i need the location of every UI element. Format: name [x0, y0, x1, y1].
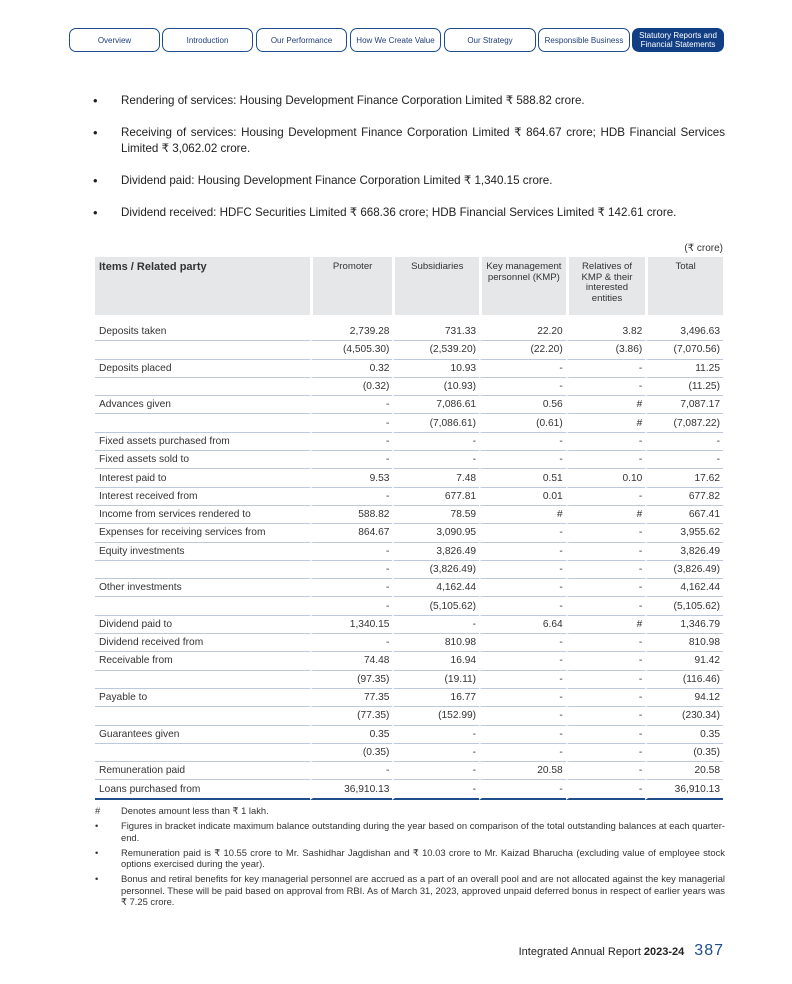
cell-total: (5,105.62) [645, 597, 723, 615]
cell-relatives: - [566, 652, 646, 670]
cell-relatives: - [566, 524, 646, 542]
cell-subsidiaries: (19.11) [392, 671, 479, 689]
footnote [95, 820, 725, 843]
footer-report-year: 2023-24 [643, 946, 685, 958]
table-row [95, 323, 723, 341]
cell-label: Dividend paid to [95, 616, 310, 634]
cell-label: Expenses for receiving services from [95, 524, 310, 542]
cell-promoter: (0.32) [310, 378, 393, 396]
cell-kmp: (22.20) [479, 341, 566, 359]
cell-promoter: - [310, 634, 393, 652]
cell-relatives: - [566, 451, 646, 469]
footnote [95, 873, 725, 907]
cell-kmp: - [479, 579, 566, 597]
cell-kmp: # [479, 506, 566, 524]
table-row [95, 378, 723, 396]
cell-relatives: - [566, 762, 646, 780]
cell-relatives: 3.82 [566, 323, 646, 341]
cell-label [95, 341, 310, 359]
tab-how-we-create-value[interactable]: How We Create Value [350, 28, 441, 52]
cell-promoter: - [310, 396, 393, 414]
cell-relatives: - [566, 744, 646, 762]
footnote-text: Denotes amount less than ₹ 1 lakh. [121, 805, 269, 816]
cell-label: Equity investments [95, 543, 310, 561]
cell-subsidiaries: 16.77 [392, 689, 479, 707]
tab-our-performance[interactable]: Our Performance [256, 28, 347, 52]
cell-relatives: - [566, 707, 646, 725]
table-row [95, 414, 723, 432]
cell-total: 3,826.49 [645, 543, 723, 561]
cell-subsidiaries: 16.94 [392, 652, 479, 670]
tab-responsible-business[interactable]: Responsible Business [538, 28, 630, 52]
table-row [95, 780, 723, 799]
cell-relatives: - [566, 488, 646, 506]
cell-kmp: - [479, 671, 566, 689]
cell-label [95, 597, 310, 615]
tab-overview[interactable]: Overview [69, 28, 160, 52]
cell-total: 1,346.79 [645, 616, 723, 634]
cell-kmp: - [479, 524, 566, 542]
cell-total: 810.98 [645, 634, 723, 652]
related-party-bullets [93, 93, 725, 237]
table-row [95, 506, 723, 524]
cell-subsidiaries: 3,826.49 [392, 543, 479, 561]
cell-subsidiaries: (5,105.62) [392, 597, 479, 615]
cell-kmp: 0.56 [479, 396, 566, 414]
cell-subsidiaries: - [392, 762, 479, 780]
cell-kmp: (0.61) [479, 414, 566, 432]
cell-total: 0.35 [645, 726, 723, 744]
cell-relatives: - [566, 378, 646, 396]
cell-promoter: (97.35) [310, 671, 393, 689]
cell-relatives: (3.86) [566, 341, 646, 359]
cell-subsidiaries: 78.59 [392, 506, 479, 524]
table-row [95, 726, 723, 744]
cell-relatives: - [566, 780, 646, 799]
footnote-mark: • [95, 820, 99, 832]
cell-relatives: 0.10 [566, 469, 646, 487]
header-kmp: Key management personnel (KMP) [479, 257, 566, 315]
cell-promoter: 0.32 [310, 360, 393, 378]
cell-kmp: 20.58 [479, 762, 566, 780]
table-row [95, 543, 723, 561]
tab-our-strategy[interactable]: Our Strategy [444, 28, 536, 52]
cell-label: Payable to [95, 689, 310, 707]
cell-promoter: 1,340.15 [310, 616, 393, 634]
cell-promoter: (0.35) [310, 744, 393, 762]
cell-relatives: - [566, 543, 646, 561]
cell-subsidiaries: (7,086.61) [392, 414, 479, 432]
cell-promoter: - [310, 451, 393, 469]
cell-subsidiaries: - [392, 616, 479, 634]
footnote-mark: • [95, 873, 99, 885]
cell-kmp: 0.51 [479, 469, 566, 487]
cell-total: (3,826.49) [645, 561, 723, 579]
cell-subsidiaries: 7.48 [392, 469, 479, 487]
cell-promoter: - [310, 414, 393, 432]
cell-relatives: # [566, 506, 646, 524]
bullet-receiving-services: • Receiving of services: Housing Development Finance Corporation Limited ₹ 864.67 crore; HDB Financial Services Limited ₹ 3,062.02 crore. [93, 125, 725, 157]
table-row [95, 744, 723, 762]
cell-total: 91.42 [645, 652, 723, 670]
cell-kmp: - [479, 652, 566, 670]
cell-promoter: (77.35) [310, 707, 393, 725]
cell-promoter: 864.67 [310, 524, 393, 542]
cell-relatives: - [566, 433, 646, 451]
cell-total: (7,087.22) [645, 414, 723, 432]
bullet-dividend-paid: • Dividend paid: Housing Development Finance Corporation Limited ₹ 1,340.15 crore. [93, 173, 725, 189]
cell-relatives: - [566, 561, 646, 579]
cell-total: (116.46) [645, 671, 723, 689]
cell-kmp: - [479, 689, 566, 707]
footnote-mark: # [95, 805, 101, 816]
cell-subsidiaries: - [392, 451, 479, 469]
cell-promoter: (4,505.30) [310, 341, 393, 359]
cell-total: 4,162.44 [645, 579, 723, 597]
table-row [95, 561, 723, 579]
table-row [95, 762, 723, 780]
cell-kmp: - [479, 360, 566, 378]
cell-promoter: - [310, 433, 393, 451]
cell-subsidiaries: 810.98 [392, 634, 479, 652]
cell-label [95, 744, 310, 762]
cell-total: 7,087.17 [645, 396, 723, 414]
cell-subsidiaries: (10.93) [392, 378, 479, 396]
cell-kmp: 22.20 [479, 323, 566, 341]
cell-total: 94.12 [645, 689, 723, 707]
cell-subsidiaries: - [392, 433, 479, 451]
cell-total: (11.25) [645, 378, 723, 396]
table-row [95, 634, 723, 652]
cell-subsidiaries: - [392, 780, 479, 799]
table-row [95, 433, 723, 451]
cell-kmp: - [479, 780, 566, 799]
cell-label [95, 561, 310, 579]
table-spacer [95, 315, 723, 323]
cell-relatives: - [566, 671, 646, 689]
table-row [95, 689, 723, 707]
table-row [95, 652, 723, 670]
section-nav [69, 28, 724, 52]
cell-label [95, 707, 310, 725]
cell-label: Receivable from [95, 652, 310, 670]
cell-promoter: - [310, 579, 393, 597]
cell-relatives: - [566, 597, 646, 615]
cell-label [95, 378, 310, 396]
table-row [95, 469, 723, 487]
table-row [95, 597, 723, 615]
cell-promoter: 0.35 [310, 726, 393, 744]
cell-relatives: # [566, 396, 646, 414]
cell-subsidiaries: 7,086.61 [392, 396, 479, 414]
cell-relatives: - [566, 579, 646, 597]
cell-relatives: - [566, 634, 646, 652]
related-party-table [95, 257, 723, 800]
cell-subsidiaries: 4,162.44 [392, 579, 479, 597]
cell-kmp: - [479, 707, 566, 725]
cell-total: - [645, 451, 723, 469]
cell-label: Guarantees given [95, 726, 310, 744]
table-row [95, 524, 723, 542]
cell-total: (7,070.56) [645, 341, 723, 359]
footnote-mark: • [95, 846, 99, 858]
cell-relatives: - [566, 689, 646, 707]
cell-kmp: - [479, 561, 566, 579]
tab-statutory-reports[interactable] [632, 28, 724, 52]
cell-relatives: - [566, 360, 646, 378]
table-row [95, 341, 723, 359]
cell-relatives: # [566, 616, 646, 634]
cell-label: Income from services rendered to [95, 506, 310, 524]
cell-label: Interest paid to [95, 469, 310, 487]
cell-total: 11.25 [645, 360, 723, 378]
cell-label: Advances given [95, 396, 310, 414]
footnote [95, 847, 725, 870]
cell-total: (230.34) [645, 707, 723, 725]
cell-promoter: 36,910.13 [310, 780, 393, 799]
tab-introduction[interactable]: Introduction [162, 28, 253, 52]
cell-relatives: - [566, 726, 646, 744]
footnotes [95, 805, 725, 911]
footnote [95, 805, 725, 816]
cell-promoter: 74.48 [310, 652, 393, 670]
cell-promoter: 2,739.28 [310, 323, 393, 341]
cell-subsidiaries: 731.33 [392, 323, 479, 341]
cell-kmp: - [479, 543, 566, 561]
footnote-text: Remuneration paid is ₹ 10.55 crore to Mr. Sashidhar Jagdishan and ₹ 10.03 crore to Mr. Kaizad Bharucha (excluding value of employee stock options exercised during the year). [121, 846, 725, 870]
page-number: 387 [694, 942, 724, 959]
header-total: Total [645, 257, 723, 315]
footnote-text: Bonus and retiral benefits for key managerial personnel are accrued as a part of an overall pool and are not allocated against the key managerial personnel. These will be paid based on approval from RBI. As of March 31, 2023, approved unpaid deferred bonus in respect of earlier years was ₹ 7.25 crore. [121, 873, 725, 908]
cell-subsidiaries: 10.93 [392, 360, 479, 378]
cell-label: Fixed assets sold to [95, 451, 310, 469]
cell-total: 3,955.62 [645, 524, 723, 542]
bullet-rendering-services: • Rendering of services: Housing Development Finance Corporation Limited ₹ 588.82 crore. [93, 93, 725, 109]
footnote-text: Figures in bracket indicate maximum balance outstanding during the year based on comparison of the total outstanding balances at each quarter-end. [121, 820, 725, 843]
cell-total: 3,496.63 [645, 323, 723, 341]
cell-label: Interest received from [95, 488, 310, 506]
header-subsidiaries: Subsidiaries [392, 257, 479, 315]
cell-subsidiaries: - [392, 744, 479, 762]
cell-label: Deposits placed [95, 360, 310, 378]
cell-label [95, 671, 310, 689]
bullet-dividend-received: • Dividend received: HDFC Securities Limited ₹ 668.36 crore; HDB Financial Services Limited ₹ 142.61 crore. [93, 205, 725, 221]
cell-promoter: - [310, 597, 393, 615]
cell-kmp: - [479, 634, 566, 652]
table-row [95, 451, 723, 469]
cell-total: 20.58 [645, 762, 723, 780]
cell-subsidiaries: 3,090.95 [392, 524, 479, 542]
table-row [95, 579, 723, 597]
cell-kmp: - [479, 433, 566, 451]
header-items: Items / Related party [95, 257, 310, 315]
cell-total: 17.62 [645, 469, 723, 487]
spacer-cell [95, 315, 723, 323]
table-row [95, 616, 723, 634]
cell-kmp: 6.64 [479, 616, 566, 634]
cell-relatives: # [566, 414, 646, 432]
cell-kmp: - [479, 451, 566, 469]
cell-promoter: - [310, 762, 393, 780]
header-relatives: Relatives of KMP & their interested entities [566, 257, 646, 315]
cell-subsidiaries: (152.99) [392, 707, 479, 725]
cell-promoter: 77.35 [310, 689, 393, 707]
cell-total: - [645, 433, 723, 451]
cell-subsidiaries: - [392, 726, 479, 744]
cell-promoter: 9.53 [310, 469, 393, 487]
cell-promoter: 588.82 [310, 506, 393, 524]
tab-statutory-line2: Financial Statements [640, 40, 716, 49]
cell-label: Deposits taken [95, 323, 310, 341]
page-footer [519, 942, 724, 960]
cell-label: Other investments [95, 579, 310, 597]
cell-label: Loans purchased from [95, 780, 310, 799]
cell-total: (0.35) [645, 744, 723, 762]
cell-kmp: 0.01 [479, 488, 566, 506]
cell-label: Dividend received from [95, 634, 310, 652]
table-row [95, 488, 723, 506]
cell-label: Fixed assets purchased from [95, 433, 310, 451]
cell-kmp: - [479, 378, 566, 396]
cell-total: 667.41 [645, 506, 723, 524]
table-row [95, 671, 723, 689]
cell-label [95, 414, 310, 432]
table-row [95, 707, 723, 725]
table-header-row [95, 257, 723, 315]
cell-kmp: - [479, 726, 566, 744]
header-promoter: Promoter [310, 257, 393, 315]
cell-label: Remuneration paid [95, 762, 310, 780]
table-row [95, 396, 723, 414]
cell-promoter: - [310, 561, 393, 579]
cell-kmp: - [479, 744, 566, 762]
cell-total: 677.82 [645, 488, 723, 506]
cell-subsidiaries: 677.81 [392, 488, 479, 506]
footer-report-title: Integrated Annual Report [518, 946, 641, 958]
cell-subsidiaries: (3,826.49) [392, 561, 479, 579]
cell-promoter: - [310, 543, 393, 561]
cell-total: 36,910.13 [645, 780, 723, 799]
cell-subsidiaries: (2,539.20) [392, 341, 479, 359]
tab-statutory-line1: Statutory Reports and [639, 31, 717, 40]
currency-unit-label: (₹ crore) [684, 243, 723, 254]
table-row [95, 360, 723, 378]
cell-promoter: - [310, 488, 393, 506]
cell-kmp: - [479, 597, 566, 615]
